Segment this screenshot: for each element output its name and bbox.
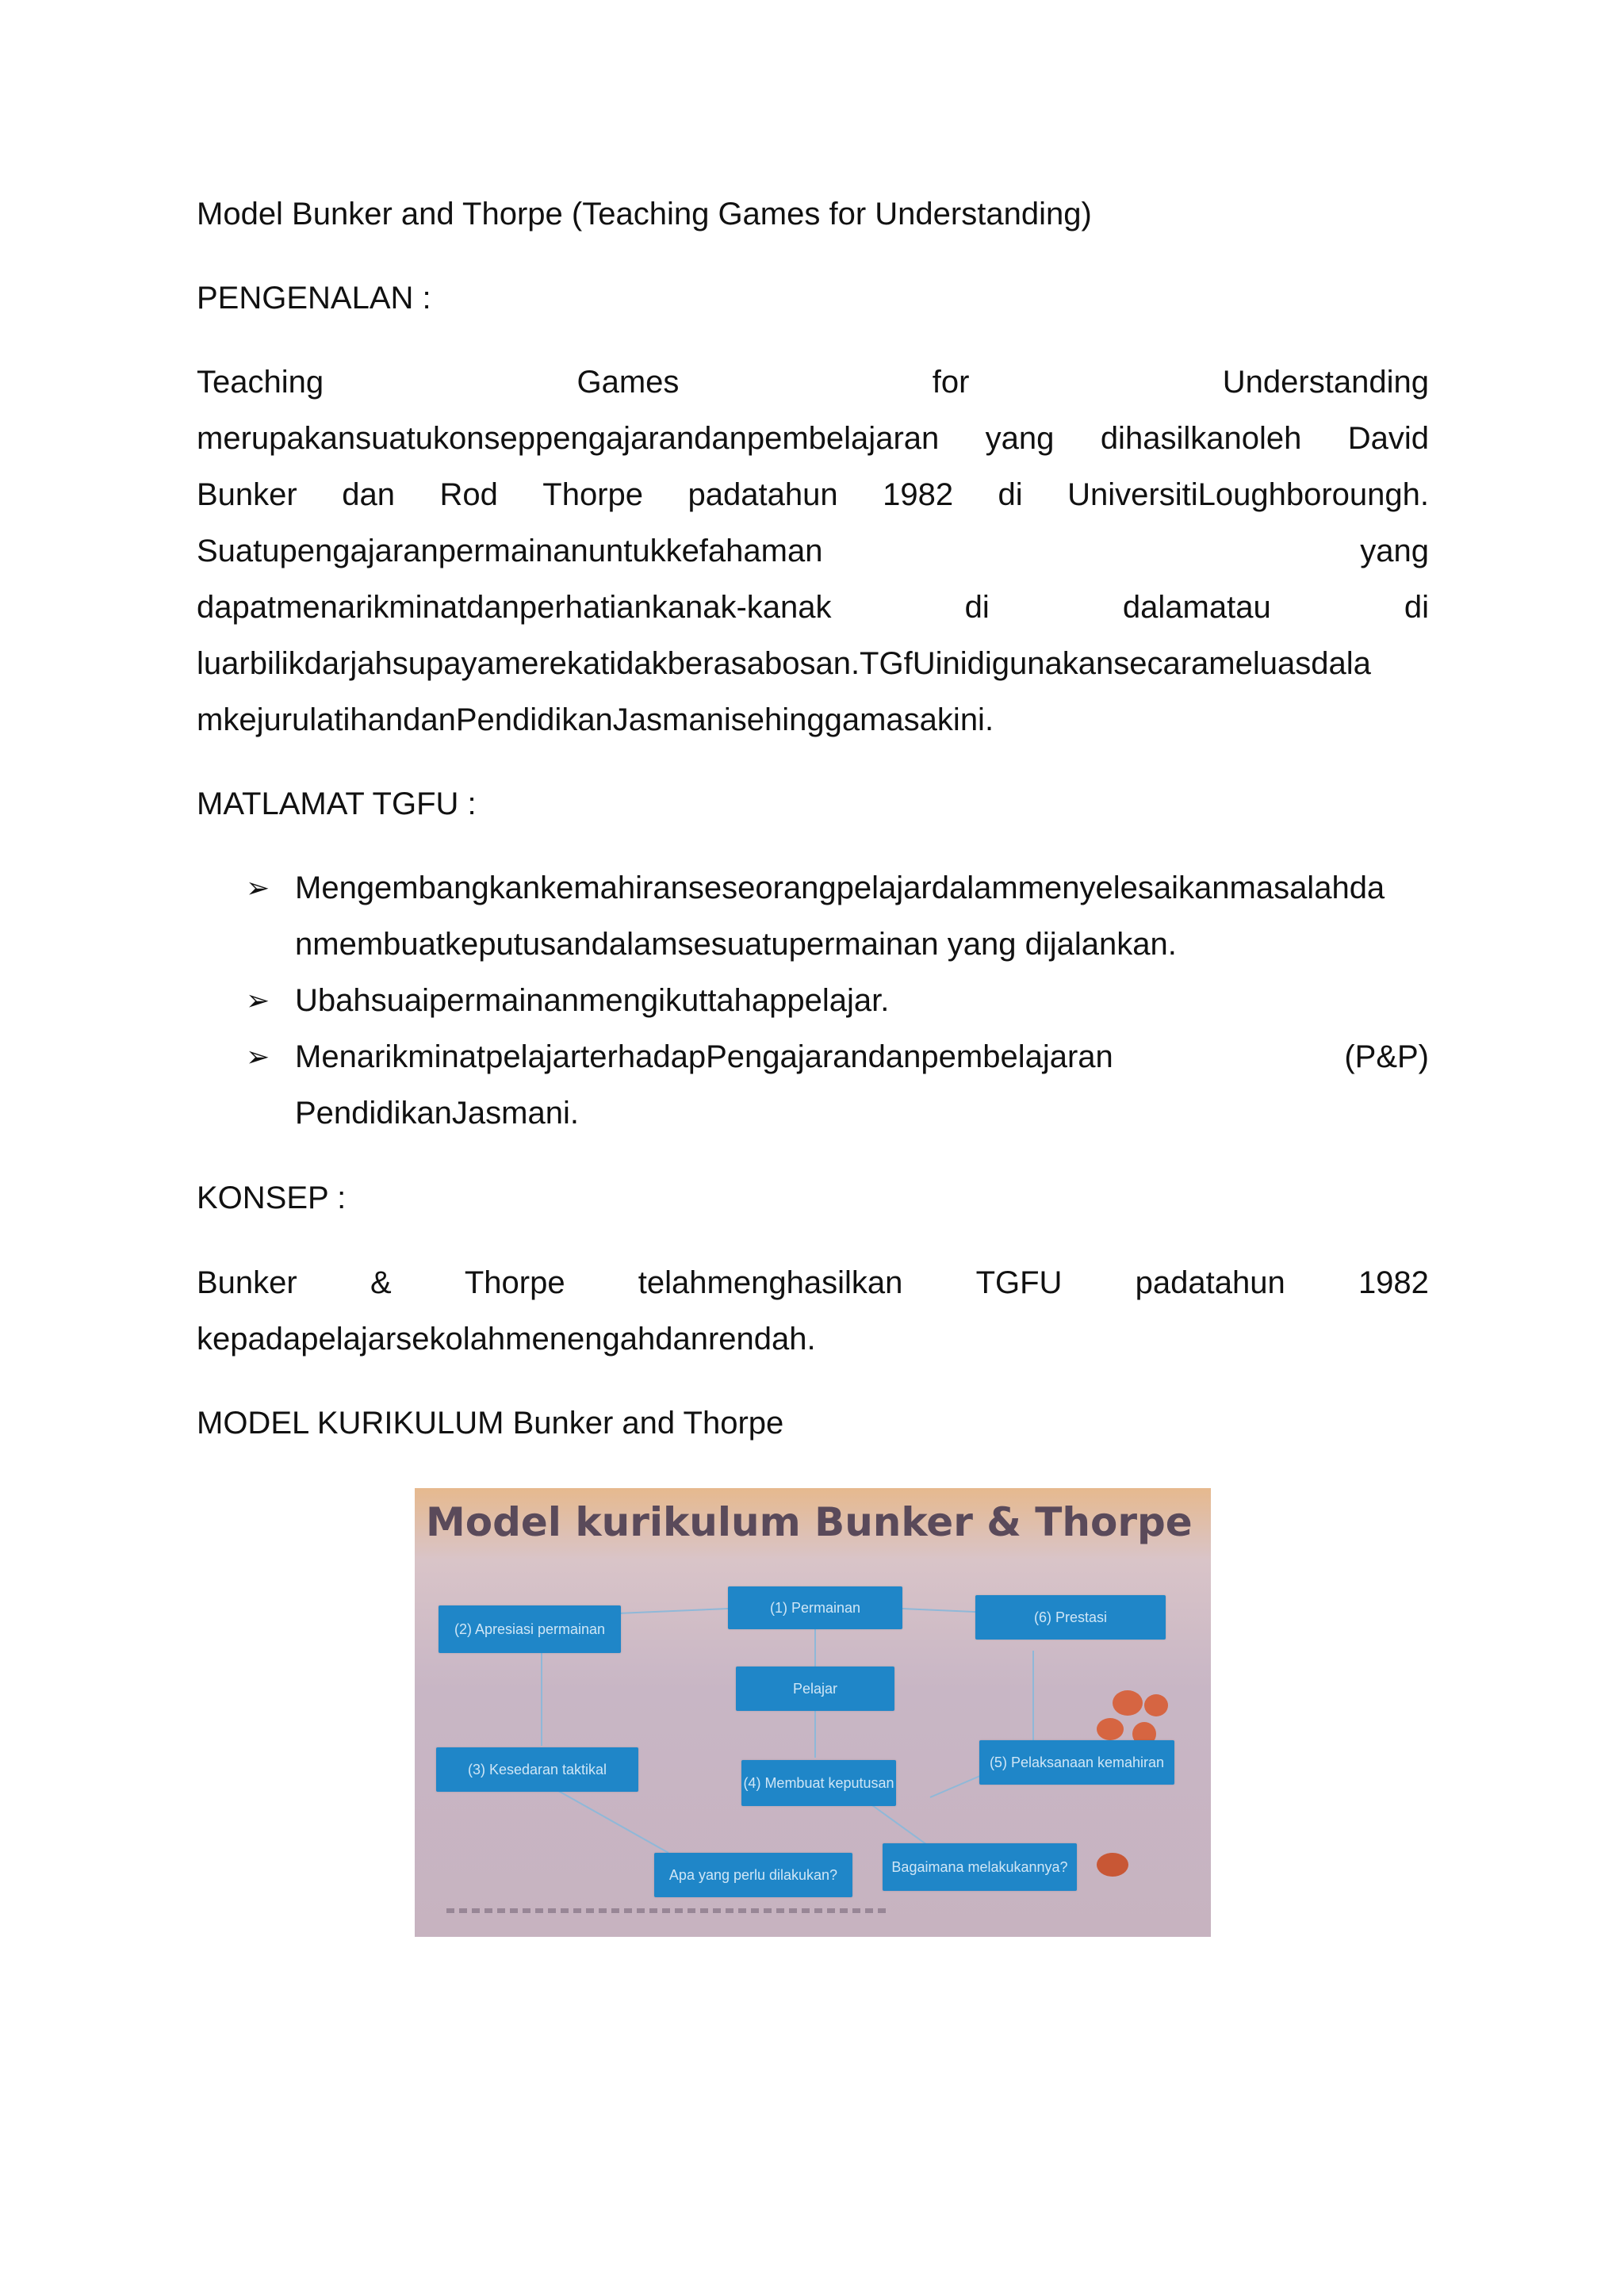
list-item-continuation: nmembuatkeputusandalamsesuatupermainan yang dijalankan. <box>295 927 1177 962</box>
paragraph-line <box>197 363 1429 401</box>
pengenalan-heading: PENGENALAN : <box>197 281 431 316</box>
diagram-title: Model kurikulum Bunker & Thorpe <box>426 1499 1193 1545</box>
word: for <box>932 365 970 400</box>
list-item: Ubahsuaipermainanmengikuttahappelajar. <box>295 983 890 1018</box>
word: dan <box>342 477 395 512</box>
word: Bunker <box>197 477 297 512</box>
box-pelaksanaan: (5) Pelaksanaan kemahiran <box>979 1740 1174 1785</box>
model-heading: MODEL KURIKULUM Bunker and Thorpe <box>197 1406 784 1441</box>
matlamat-heading: MATLAMAT TGFU : <box>197 786 477 821</box>
word: Bunker <box>197 1265 297 1300</box>
word: & <box>370 1265 392 1300</box>
paragraph-line: luarbilikdarjahsupayamerekatidakberasabosan.TGfUinidigunakansecarameluasdala <box>197 646 1371 681</box>
word: dihasilkanoleh <box>1100 421 1302 456</box>
word: TGFU <box>975 1265 1063 1300</box>
flower-decoration <box>1144 1694 1168 1716</box>
bullet-arrow-icon: ➢ <box>246 1040 270 1073</box>
paragraph-line <box>197 588 1429 626</box>
curriculum-diagram-image <box>415 1488 1211 1937</box>
word: 1982 <box>883 477 954 512</box>
word: David <box>1347 421 1429 456</box>
box-apresiasi: (2) Apresiasi permainan <box>439 1605 621 1653</box>
word: padatahun <box>688 477 838 512</box>
caption-strip <box>446 1908 891 1913</box>
list-item <box>295 1038 1429 1076</box>
word: yang <box>1360 534 1429 568</box>
box-bagaimana: Bagaimana melakukannya? <box>883 1843 1077 1891</box>
word: Rod <box>439 477 498 512</box>
word: Thorpe <box>464 1265 565 1300</box>
list-item-continuation: PendidikanJasmani. <box>295 1096 579 1131</box>
bullet-arrow-icon: ➢ <box>246 984 270 1016</box>
word: Understanding <box>1222 365 1429 400</box>
box-apa: Apa yang perlu dilakukan? <box>654 1853 852 1897</box>
word: telahmenghasilkan <box>638 1265 903 1300</box>
word: Games <box>576 365 680 400</box>
box-membuat: (4) Membuat keputusan <box>741 1760 896 1806</box>
flower-decoration <box>1113 1690 1143 1716</box>
word: di <box>1404 590 1429 625</box>
word: yang <box>985 421 1055 456</box>
word: di <box>998 477 1023 512</box>
word: UniversitiLoughboroungh. <box>1067 477 1429 512</box>
box-prestasi: (6) Prestasi <box>975 1595 1166 1640</box>
word: 1982 <box>1358 1265 1429 1300</box>
paragraph-line <box>197 476 1429 514</box>
paragraph-line <box>197 1264 1429 1302</box>
paragraph-line: mkejurulatihandanPendidikanJasmanisehinggamasakini. <box>197 702 994 737</box>
list-item: Mengembangkankemahiranseseorangpelajardalammenyelesaikanmasalahda <box>295 871 1385 905</box>
word: Thorpe <box>542 477 644 512</box>
box-kesedaran: (3) Kesedaran taktikal <box>436 1747 638 1792</box>
flower-decoration <box>1097 1718 1124 1740</box>
word: Teaching <box>197 365 324 400</box>
word: MenarikminatpelajarterhadapPengajarandanpembelajaran <box>295 1039 1113 1074</box>
paragraph-line <box>197 419 1429 457</box>
word: padatahun <box>1135 1265 1285 1300</box>
document-title: Model Bunker and Thorpe (Teaching Games for Understanding) <box>197 197 1092 232</box>
paragraph-line: kepadapelajarsekolahmenengahdanrendah. <box>197 1322 816 1357</box>
box-pelajar: Pelajar <box>736 1667 894 1711</box>
konsep-heading: KONSEP : <box>197 1181 347 1215</box>
word: Suatupengajaranpermainanuntukkefahaman <box>197 534 823 568</box>
word: merupakansuatukonseppengajarandanpembelajaran <box>197 421 940 456</box>
word: (P&P) <box>1344 1039 1429 1074</box>
word: di <box>964 590 990 625</box>
paragraph-line <box>197 532 1429 570</box>
bullet-arrow-icon: ➢ <box>246 871 270 904</box>
word: dapatmenarikminatdanperhatiankanak-kanak <box>197 590 832 625</box>
word: dalamatau <box>1122 590 1271 625</box>
box-permainan: (1) Permainan <box>728 1586 902 1629</box>
butterfly-decoration <box>1097 1853 1128 1877</box>
